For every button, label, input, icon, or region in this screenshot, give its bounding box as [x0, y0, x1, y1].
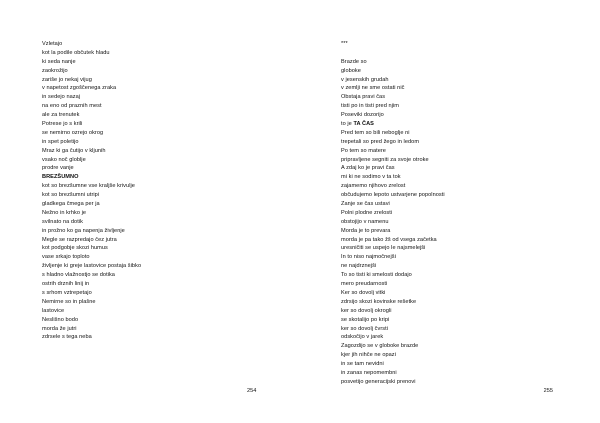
- poem-line: in prožno ko ga napenja življenje: [42, 227, 125, 234]
- poem-line: ostrih drznih linij in: [42, 281, 90, 288]
- poem-text-right: [341, 40, 445, 387]
- poem-line: Zagozdijo se v globoke brazde: [341, 343, 419, 350]
- poem-line: to je TA ČAS: [341, 121, 374, 128]
- poem-line: Nemirne so in plašne: [42, 298, 96, 305]
- poem-line: vase srkajo toploto: [42, 254, 90, 261]
- poem-line: kjer jih nihče ne opazi: [341, 352, 396, 359]
- poem-line: v jesenskih grudah: [341, 76, 389, 83]
- poem-line: BREZŠUMNO: [42, 174, 79, 181]
- poem-line: To so tisti ki smelosti dodajo: [341, 272, 412, 279]
- poem-line: globoke: [341, 67, 361, 74]
- poem-line: vsako noč globlje: [42, 156, 86, 163]
- page-number-left: 254: [247, 388, 257, 394]
- poem-line: ale za trenutek: [42, 112, 80, 119]
- poem-line: na eno od praznih mest: [42, 103, 102, 110]
- poem-line: zariše jo nekaj vijug: [42, 76, 92, 83]
- poem-line: zaokrožijo: [42, 67, 68, 74]
- poem-line: v zemlji ne sme ostati nič: [341, 85, 405, 92]
- poem-line: Ker so dovolj vitki: [341, 289, 386, 296]
- poem-line: [341, 49, 445, 58]
- poem-line: zajamemo njihovo zrelost: [341, 183, 406, 190]
- poem-line: Neslišno bodo: [42, 316, 79, 323]
- poem-line: Zanje se čas ustavi: [341, 201, 390, 208]
- right-page: [300, 0, 600, 423]
- poem-line: kot so brezšumni utripi: [42, 192, 100, 199]
- poem-line: in se tam nevidni: [341, 361, 384, 368]
- poem-line: s hladno vlažnostjo se dotika: [42, 272, 115, 279]
- poem-line: ki seda nanje: [42, 58, 76, 65]
- poem-line: tisti po in tisti pred njim: [341, 103, 399, 110]
- poem-line: občudujemo lepoto ustvarjene popolnosti: [341, 192, 445, 199]
- poem-line: morda že jutri: [42, 325, 77, 332]
- poem-line: kot la podile občutek hladu: [42, 49, 110, 56]
- poem-line: Po tem so matere: [341, 147, 386, 154]
- poem-line: s srhom vztrepetajo: [42, 289, 92, 296]
- poem-line: morda je pa tako žš od vsega začetka: [341, 236, 437, 243]
- poem-line: se nemirno ozrejo okrog: [42, 129, 104, 136]
- poem-line: Polni plodne zrelosti: [341, 209, 393, 216]
- poem-line: Vzletajo: [42, 41, 63, 47]
- poem-line: se skotalijo po kripi: [341, 316, 390, 323]
- poem-line: pripravljene segniti za svoje otroke: [341, 156, 429, 163]
- poem-line: Poseviki dozorijo: [341, 112, 384, 119]
- poem-line: mero preudarnosti: [341, 281, 388, 288]
- poem-line: ker so dovolj čvrsti: [341, 325, 389, 332]
- poem-line: In to niso najmočnejši: [341, 254, 396, 261]
- poem-line: Morda je to prevara: [341, 227, 391, 234]
- page-number-right: 255: [543, 388, 553, 394]
- poem-line: Nežno in krhko je: [42, 209, 87, 216]
- poem-line: gladkega čmega per ja: [42, 201, 100, 208]
- poem-line: A zdaj ko je pravi čas: [341, 165, 395, 172]
- poem-line: trepetali so pred žego in ledom: [341, 138, 420, 145]
- poem-line: Obstaja pravi čas: [341, 94, 386, 101]
- poem-line: uresničiti se uspejo le najsmelejši: [341, 245, 426, 252]
- poem-line: ne najdrznejši: [341, 263, 377, 270]
- poem-line: Potrese jo s krili: [42, 121, 83, 128]
- poem-line: Pred tem so bili neboglje ni: [341, 129, 410, 136]
- poem-line: posvetijo generacijski prenovi: [341, 378, 416, 385]
- poem-line: lastovice: [42, 307, 65, 314]
- poem-line: mi ki ne sodimo v ta tok: [341, 174, 401, 181]
- poem-line: kot so brezšumne vse kraljše krivulje: [42, 183, 135, 190]
- poem-line: v napetost zgoščenega zraka: [42, 85, 117, 92]
- poem-line: obstojijo v namenu: [341, 218, 389, 225]
- poem-line: kot podgobje skozi humus: [42, 245, 108, 252]
- poem-line: ***: [341, 41, 348, 47]
- poem-line: in spet poletijo: [42, 138, 79, 145]
- poem-text-left: [42, 40, 141, 342]
- poem-line: svilnato na dotik: [42, 218, 83, 225]
- poem-line: odskočijo v jarek: [341, 334, 384, 341]
- poem-line: Brazde so: [341, 58, 367, 65]
- poem-line: Megle se razpredajo čez jutra: [42, 236, 117, 243]
- poem-line: zdrsijo skozi kovinske rešetke: [341, 298, 417, 305]
- poem-line: življenje ki greje lastovice postaja šibko: [42, 263, 142, 270]
- poem-line: in zanas nepomembni: [341, 369, 397, 376]
- poem-line: ker so dovolj okrogli: [341, 307, 392, 314]
- poem-line: prodre vanje: [42, 165, 74, 172]
- poem-line: zdrsele s tega neba: [42, 334, 92, 341]
- poem-line: Mraz ki ga čutijo v kljunih: [42, 147, 106, 154]
- poem-line: in sedejo nazaj: [42, 94, 81, 101]
